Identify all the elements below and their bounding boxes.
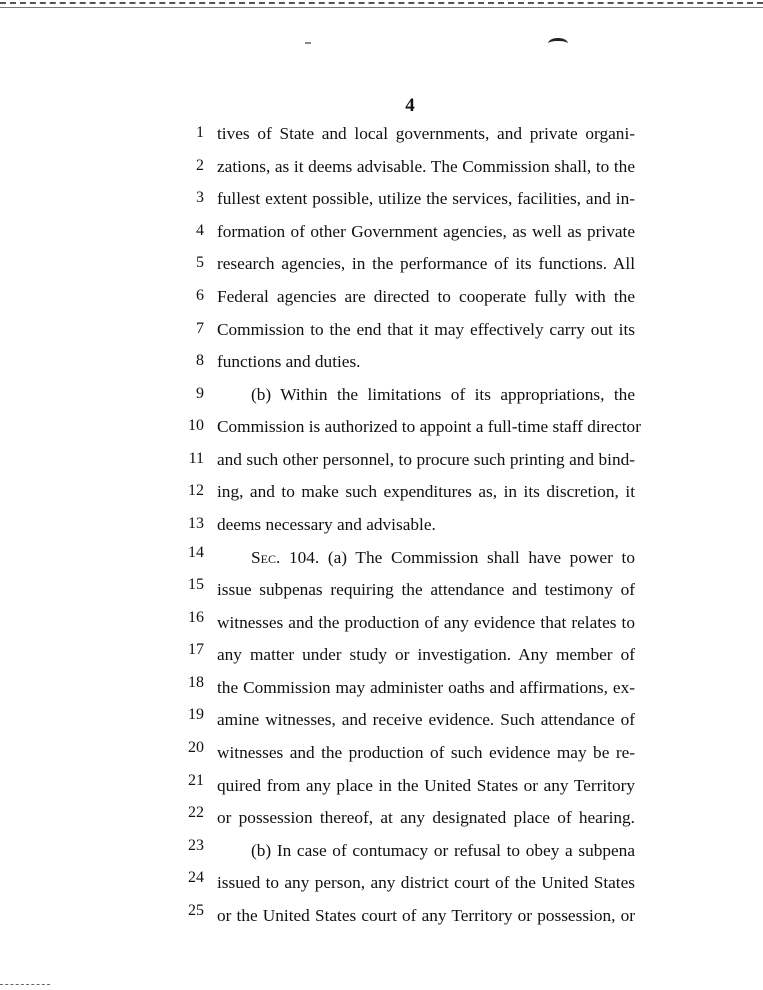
line-text: and such other personnel, to procure such printing and bind- xyxy=(217,450,635,469)
scan-artifact-dot xyxy=(305,42,311,44)
line-number: 3 xyxy=(196,189,204,206)
line-text: any matter under study or investigation. Any member of xyxy=(217,645,635,664)
line-number: 20 xyxy=(188,739,204,756)
line-number: 6 xyxy=(196,287,204,304)
line-number: 7 xyxy=(196,320,204,337)
section-label: Sec. xyxy=(251,548,281,567)
line-text: amine witnesses, and receive evidence. Such attendance of xyxy=(217,710,635,729)
line-number: 8 xyxy=(196,352,204,369)
line-number: 10 xyxy=(188,417,204,434)
line-text: the Commission may administer oaths and affirmations, ex- xyxy=(217,678,635,697)
bottom-scan-border xyxy=(0,984,50,985)
line-number: 4 xyxy=(196,222,204,239)
line-number: 21 xyxy=(188,772,204,789)
section-text: 104. (a) The Commission shall have power to xyxy=(280,548,635,567)
line-number: 22 xyxy=(188,804,204,821)
line-number: 5 xyxy=(196,254,204,271)
line-text: deems necessary and advisable. xyxy=(217,515,436,534)
line-text: ing, and to make such expenditures as, in its discretion, it xyxy=(217,482,635,501)
line-text: witnesses and the production of any evidence that relates to xyxy=(217,613,635,632)
line-text: tives of State and local governments, and private organi- xyxy=(217,124,635,143)
line-text: Commission is authorized to appoint a full-time staff director xyxy=(217,417,641,436)
line-number: 23 xyxy=(188,837,204,854)
line-text: issued to any person, any district court of the United States xyxy=(217,873,635,892)
line-number: 14 xyxy=(188,544,204,561)
line-number: 19 xyxy=(188,706,204,723)
line-number: 25 xyxy=(188,902,204,919)
line-text: (b) Within the limitations of its appropriations, the xyxy=(251,385,635,404)
line-text: or possession thereof, at any designated place of hearing. xyxy=(217,808,635,827)
line-text: zations, as it deems advisable. The Commission shall, to the xyxy=(217,157,635,176)
scan-artifact-mark xyxy=(548,38,568,49)
line-text: fullest extent possible, utilize the services, facilities, and in- xyxy=(217,189,635,208)
line-text xyxy=(251,548,635,568)
line-text: research agencies, in the performance of its functions. All xyxy=(217,254,635,273)
line-text: quired from any place in the United States or any Territory xyxy=(217,776,635,795)
line-text: issue subpenas requiring the attendance and testimony of xyxy=(217,580,635,599)
top-scan-border xyxy=(0,2,763,8)
line-text: functions and duties. xyxy=(217,352,361,371)
line-number: 18 xyxy=(188,674,204,691)
line-number: 9 xyxy=(196,385,204,402)
line-number: 2 xyxy=(196,157,204,174)
line-text: Commission to the end that it may effectively carry out its xyxy=(217,320,635,339)
line-number: 16 xyxy=(188,609,204,626)
line-text: witnesses and the production of such evidence may be re- xyxy=(217,743,635,762)
line-number: 13 xyxy=(188,515,204,532)
line-number: 24 xyxy=(188,869,204,886)
page-number: 4 xyxy=(405,95,415,116)
line-number: 11 xyxy=(188,450,204,467)
line-number: 15 xyxy=(188,576,204,593)
line-number: 12 xyxy=(188,482,204,499)
line-text: (b) In case of contumacy or refusal to obey a subpena xyxy=(251,841,635,860)
line-text: Federal agencies are directed to cooperate fully with the xyxy=(217,287,635,306)
line-text: or the United States court of any Territory or possession, or xyxy=(217,906,635,925)
line-text: formation of other Government agencies, as well as private xyxy=(217,222,635,241)
line-number: 1 xyxy=(196,124,204,141)
line-number: 17 xyxy=(188,641,204,658)
